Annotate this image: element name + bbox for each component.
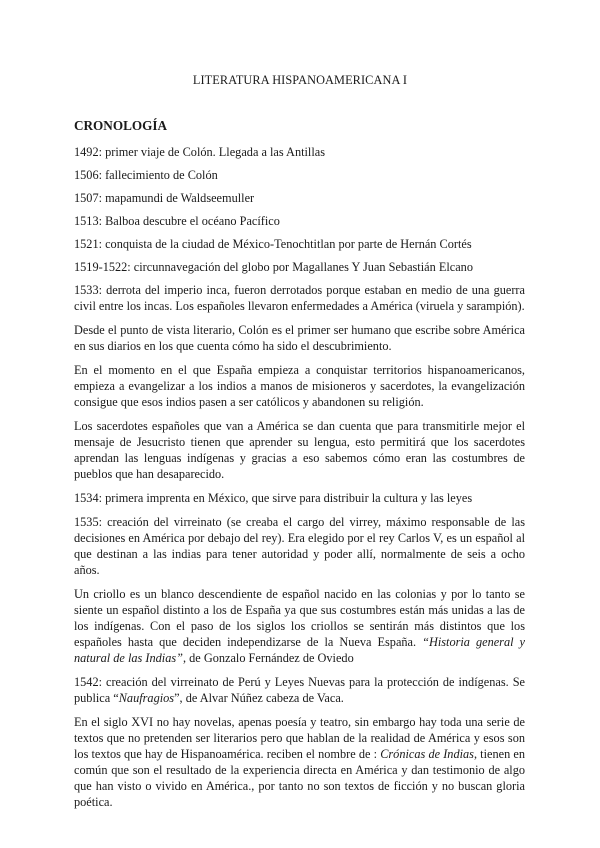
p1542-text: 1542: creación del virreinato de Perú y Leyes Nuevas para la protección de indígenas. Se publica “ [74, 675, 525, 705]
timeline-entry-1507: 1507: mapamundi de Waldseemuller [74, 191, 255, 205]
paragraph-1533: 1533: derrota del imperio inca, fueron derrotados porque estaban en medio de una guerra civil entre los incas. Los españoles llevaron enfermedades a América (viruela y sarampión). [74, 283, 525, 313]
paragraph-criollo [74, 586, 525, 666]
page-title: LITERATURA HISPANOAMERICANA I [192, 73, 408, 87]
xvi-end: , tienen en común que son el resultado de la experiencia directa en América y dan testimonio de algo que han visto o vivido en América., por tanto no son textos de ficción y no buscan gloria poética. [74, 747, 525, 809]
p1542-book-title: Naufragios [118, 691, 175, 705]
paragraph-espana: En el momento en el que España empieza a conquistar territorios hispanoamericanos, empieza a evangelizar a los indios a manos de misioneros y sacerdotes, la evangelización consigue que esos indios pasen a ser católicos y abandonen su religión. [74, 363, 525, 409]
xvi-cronicas-title: Crónicas de Indias [380, 747, 474, 761]
timeline-entry-1521: 1521: conquista de la ciudad de México-Tenochtitlan por parte de Hernán Cortés [74, 237, 472, 251]
section-heading: CRONOLOGÍA [74, 118, 168, 133]
xvi-text: En el siglo XVI no hay novelas, apenas poesía y teatro, sin embargo hay toda una serie de textos que no pretenden ser literarios pero que hablan de la realidad de América y esos son los textos que hay de Hispanoamérica. reciben el nombre de : [74, 715, 525, 761]
document-body [74, 118, 525, 818]
criollo-author: , de Gonzalo Fernández de Oviedo [182, 651, 354, 665]
timeline-entry-1519: 1519-1522: circunnavegación del globo por Magallanes Y Juan Sebastián Elcano [74, 260, 473, 274]
timeline-entry-1492: 1492: primer viaje de Colón. Llegada a las Antillas [74, 145, 325, 159]
paragraph-1535: 1535: creación del virreinato (se creaba el cargo del virrey, máximo responsable de las decisiones en América por debajo del rey). Era elegido por el rey Carlos V, es un español al que destinan a las indias para tener autoridad y poder allí, normalmente de seis a ocho años. [74, 515, 525, 577]
p1542-end: ”, de Alvar Núñez cabeza de Vaca. [174, 691, 344, 705]
timeline-entry-1506: 1506: fallecimiento de Colón [74, 168, 218, 182]
paragraph-siglo-xvi [74, 714, 525, 810]
paragraph-1542 [74, 674, 525, 706]
paragraph-1534: 1534: primera imprenta en México, que sirve para distribuir la cultura y las leyes [74, 491, 473, 505]
timeline-entry-1513: 1513: Balboa descubre el océano Pacífico [74, 214, 280, 228]
criollo-book-title: “Historia general y natural de las Indias” [74, 635, 525, 665]
paragraph-colon: Desde el punto de vista literario, Colón es el primer ser humano que escribe sobre América en sus diarios en los que cuenta cómo ha sido el descubrimiento. [74, 323, 525, 353]
paragraph-sacerdotes: Los sacerdotes españoles que van a América se dan cuenta que para transmitirle mejor el mensaje de Jesucristo tienen que aprender su lengua, esto permitirá que los sacerdotes aprendan las lenguas indígenas y gracias a eso sabemos cómo eran las costumbres de pueblos que han desaparecido. [74, 419, 525, 481]
criollo-text: Un criollo es un blanco descendiente de español nacido en las colonias y por lo tanto se siente un español distinto a los de España ya que sus costumbres están más unidas a las de los indígenas. Con el paso de los siglos los criollos se sentirán más distintos que los españoles hasta que deciden independizarse de la Nueva España. [74, 587, 525, 649]
